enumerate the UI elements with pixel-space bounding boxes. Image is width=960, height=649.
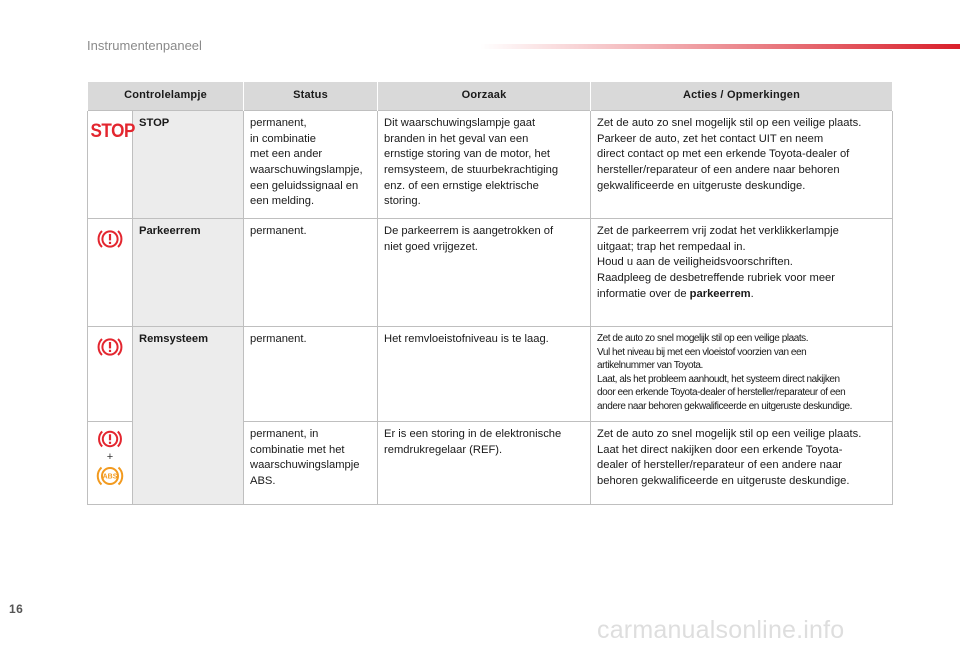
abs-icon-text: ABS <box>102 473 118 481</box>
actions-text <box>591 327 893 422</box>
watermark: carmanualsonline.info <box>597 616 845 644</box>
actions-value: Zet de parkeerrem vrij zodat het verklikkerlampje uitgaat; trap het rempedaal in. Houd u aan de veiligheidsvoorschriften. Raadpleeg de desbetreffende rubriek voor meer informatie over de <box>597 225 839 300</box>
actions-value: Zet de auto zo snel mogelijk stil op een veilige plaats. Vul het niveau bij met een vloeistof voorzien van een artikelnummer van Toyota. Laat, als het probleem aanhoudt, het systeem direct nakijken door een erkende Toyota-dealer of hersteller/reparateur of een andere naar behoren gekwalificeerde en uitgeruste deskundige. <box>597 333 852 412</box>
brake-system-warning-icon <box>96 335 124 359</box>
actions-end: . <box>750 287 754 300</box>
actions-value: Zet de auto zo snel mogelijk stil op een veilige plaats. Laat het direct nakijken door een erkende Toyota- dealer of hersteller/reparateur of een andere naar behoren gekwalificeerde en uitgeruste deskundige. <box>597 428 862 488</box>
table-row <box>88 111 893 219</box>
status-text <box>244 327 378 422</box>
plus-sign: + <box>106 451 114 463</box>
status-value: permanent. <box>250 225 307 237</box>
stop-warning-icon: STOP <box>90 121 135 142</box>
cause-text <box>378 422 591 505</box>
actions-value: Zet de auto zo snel mogelijk stil op een veilige plaats. Parkeer de auto, zet het contact UIT en neem direct contact op met een erkende Toyota-dealer of hersteller/reparateur of een andere naar behoren gekwalificeerde en uitgeruste deskundige. <box>597 117 862 192</box>
header-status: Status <box>244 82 378 111</box>
icon-cell <box>88 422 133 505</box>
actions-text <box>591 219 893 327</box>
cause-value: De parkeerrem is aangetrokken of niet goed vrijgezet. <box>384 225 554 253</box>
icon-cell <box>88 111 133 219</box>
status-value: permanent, in combinatie met het waarschuwingslampje ABS. <box>250 428 360 488</box>
cause-text <box>378 327 591 422</box>
status-text <box>244 219 378 327</box>
icon-cell <box>88 219 133 327</box>
section-title: Instrumentenpaneel <box>87 38 202 53</box>
parking-brake-warning-icon <box>96 227 124 251</box>
cause-text <box>378 111 591 219</box>
light-name: Remsysteem <box>133 327 244 505</box>
header-controlelampje: Controlelampje <box>88 82 244 111</box>
cause-value: Het remvloeistofniveau is te laag. <box>384 333 549 345</box>
status-value: permanent. <box>250 333 307 345</box>
table-row <box>88 327 893 422</box>
page-number: 16 <box>9 602 24 616</box>
brake-system-warning-icon <box>96 428 124 450</box>
table-header-row <box>88 82 893 111</box>
cause-value: Er is een storing in de elektronische remdrukregelaar (REF). <box>384 428 562 456</box>
actions-bold-term: parkeerrem <box>689 287 751 300</box>
warning-lights-table <box>87 82 893 505</box>
header-acties: Acties / Opmerkingen <box>591 82 893 111</box>
actions-text <box>591 422 893 505</box>
status-value: permanent, in combinatie met een ander waarschuwingslampje, een geluidssignaal en een melding. <box>250 117 363 208</box>
cause-value: Dit waarschuwingslampje gaat branden in het geval van een ernstige storing van de motor, het remsysteem, de stuurbekrachtiging enz. of een ernstige elektrische storing. <box>384 117 559 208</box>
cause-text <box>378 219 591 327</box>
status-text <box>244 111 378 219</box>
light-name: STOP <box>133 111 244 219</box>
header-accent-bar <box>480 44 960 49</box>
light-name: Parkeerrem <box>133 219 244 327</box>
abs-warning-icon <box>94 464 126 488</box>
header-oorzaak: Oorzaak <box>378 82 591 111</box>
icon-cell <box>88 327 133 422</box>
actions-text <box>591 111 893 219</box>
status-text <box>244 422 378 505</box>
table-row <box>88 219 893 327</box>
